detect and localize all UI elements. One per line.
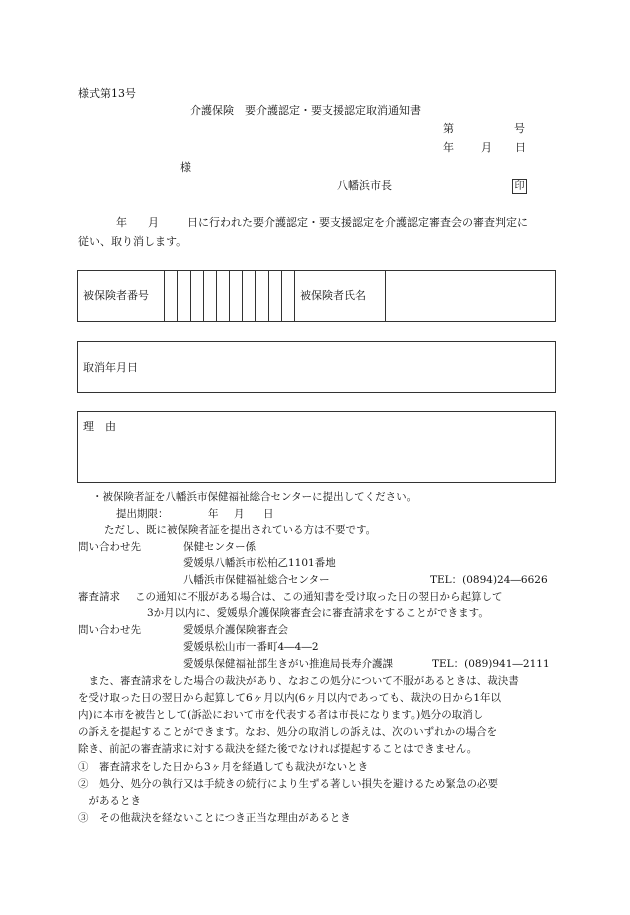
contact1-tel: TEL：(0894)24―6626 [430, 574, 548, 586]
contact1-address: 愛媛県八幡浜市松柏乙1101番地 [183, 557, 336, 569]
issuer-name: 八幡浜市長 [337, 179, 392, 192]
case-3: ③ その他裁決を経ないことにつき正当な理由があるとき [78, 812, 351, 824]
contact1-name: 保健センター係 [183, 541, 257, 553]
submit-notice: ・被保険者証を八幡浜市保健福祉総合センターに提出してください。 [92, 491, 418, 503]
reason-box [77, 411, 556, 483]
insured-info-box [77, 270, 556, 322]
lawsuit-line4: の訴えを提起することができます。なお、処分の取消しの訴えは、次のいずれかの場合を [78, 726, 498, 738]
case-2-line1: ② 処分、処分の執行又は手続きの続行により生ずる著しい損失を避けるため緊急の必要 [78, 778, 498, 790]
case-1: ① 審査請求をした日から3ヶ月を経過しても裁決がないとき [78, 761, 369, 773]
number-label-dai: 第 [443, 122, 454, 135]
intro-year: 年 [116, 216, 127, 229]
deadline-label: 提出期限： [116, 508, 169, 520]
date-month-label: 月 [481, 141, 492, 154]
date-day-label: 日 [515, 141, 526, 154]
exception-note: ただし、既に被保険者証を提出されている方は不要です。 [104, 524, 377, 536]
cancel-date-box [77, 341, 556, 393]
deadline-day: 日 [263, 508, 274, 520]
cancel-date-label: 取消年月日 [83, 361, 138, 374]
case-2-line2: があるとき [78, 795, 141, 807]
seal-mark: 印 [512, 179, 527, 194]
date-year-label: 年 [443, 141, 454, 154]
insured-number-label: 被保険者番号 [83, 289, 149, 302]
intro-month: 月 [148, 216, 159, 229]
lawsuit-line1: また、審査請求をした場合の裁決があり、なおこの処分について不服があるときは、裁決書 [78, 675, 519, 687]
contact1-label: 問い合わせ先 [78, 541, 141, 553]
recipient-suffix: 様 [180, 161, 191, 174]
intro-line1: 日に行われた要介護認定・要支援認定を介護認定審査会の審査判定に [187, 216, 528, 229]
lawsuit-line5: 除き、前記の審査請求に対する裁決を経た後でなければ提起することはできません。 [78, 743, 478, 755]
contact2-tel: TEL：(089)941―2111 [432, 658, 550, 670]
review-line1: この通知に不服がある場合は、この通知書を受け取った日の翌日から起算して [135, 591, 503, 603]
reason-label: 理 由 [83, 420, 116, 433]
deadline-month: 月 [234, 508, 245, 520]
contact1-org: 八幡浜市保健福祉総合センター [183, 574, 330, 586]
contact2-address: 愛媛県松山市一番町4―4―2 [183, 641, 319, 653]
lawsuit-line2: を受け取った日の翌日から起算して6ヶ月以内(6ヶ月以内であっても、裁決の日から1年以 [78, 692, 502, 704]
lawsuit-line3: 内)に本市を被告として(訴訟において市を代表する者は市長になります。)処分の取消し [78, 709, 484, 721]
contact2-label: 問い合わせ先 [78, 624, 141, 636]
review-line2: 3か月以内に、愛媛県介護保険審査会に審査請求をすることができます。 [147, 607, 489, 619]
number-label-go: 号 [514, 122, 525, 135]
deadline-year: 年 [208, 508, 219, 520]
intro-line2: 従い、取り消します。 [78, 235, 188, 248]
document-title: 介護保険 要介護認定・要支援認定取消通知書 [190, 104, 421, 117]
insured-name-label: 被保険者氏名 [300, 289, 366, 302]
review-label: 審査請求 [78, 591, 120, 603]
contact2-org: 愛媛県保健福祉部生きがい推進局長寿介護課 [183, 658, 393, 670]
contact2-name: 愛媛県介護保険審査会 [183, 624, 288, 636]
form-number: 様式第13号 [78, 87, 136, 100]
